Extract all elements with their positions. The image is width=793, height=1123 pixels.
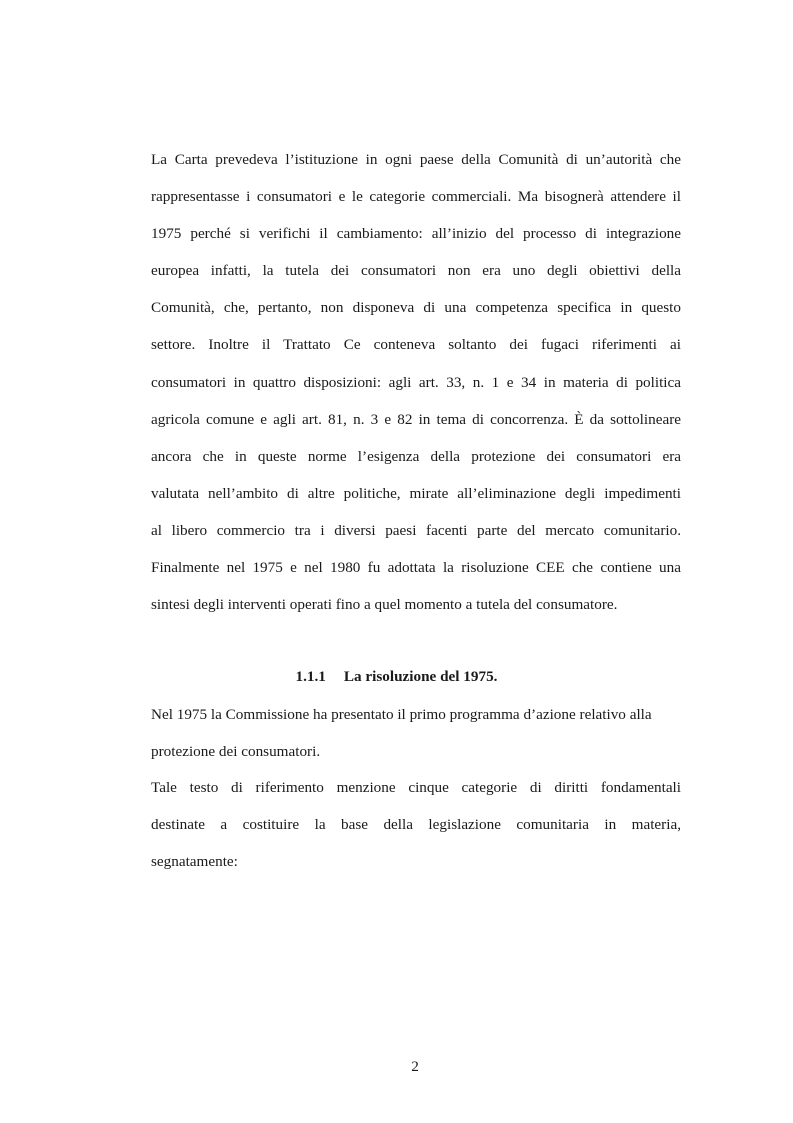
text-line: protezione dei consumatori.: [151, 743, 321, 761]
text-line: al libero commercio tra i diversi paesi facenti parte del mercato comunitario.: [151, 521, 681, 539]
text-line: sintesi degli interventi operati fino a quel momento a tutela del consumatore.: [151, 596, 618, 614]
text-line: La Carta prevedeva l’istituzione in ogni paese della Comunità di un’autorità che: [151, 151, 681, 168]
paragraph-carta: [151, 151, 681, 633]
text-line: agricola comune e agli art. 81, n. 3 e 82 in tema di concorrenza. È da sottolineare: [151, 410, 681, 428]
paragraph-diritti: [151, 779, 681, 890]
text-line: Comunità, che, pertanto, non disponeva di una competenza specifica in questo: [151, 299, 681, 317]
text-line: ancora che in queste norme l’esigenza della protezione dei consumatori era: [151, 447, 681, 465]
text-line: valutata nell’ambito di altre politiche, mirate all’eliminazione degli impedimenti: [151, 484, 681, 502]
text-line: settore. Inoltre il Trattato Ce conteneva soltanto dei fugaci riferimenti ai: [151, 336, 681, 354]
section-number: 1.1.1: [295, 668, 326, 685]
section-heading: [0, 668, 793, 685]
text-line: rappresentasse i consumatori e le categorie commerciali. Ma bisognerà attendere il: [151, 188, 681, 206]
page-number: 2: [411, 1058, 419, 1075]
text-line: 1975 perché si verifichi il cambiamento: all’inizio del processo di integrazione: [151, 225, 681, 243]
text-line: europea infatti, la tutela dei consumatori non era uno degli obiettivi della: [151, 262, 681, 280]
text-line: destinate a costituire la base della legislazione comunitaria in materia,: [151, 816, 681, 834]
text-line: Tale testo di riferimento menzione cinque categorie di diritti fondamentali: [151, 779, 681, 796]
section-title: La risoluzione del 1975.: [343, 668, 498, 685]
text-line: Nel 1975 la Commissione ha presentato il primo programma d’azione relativo alla: [151, 706, 652, 723]
text-line: consumatori in quattro disposizioni: agli art. 33, n. 1 e 34 in materia di politica: [151, 373, 681, 391]
paragraph-commissione: [151, 706, 681, 780]
text-line: segnatamente:: [151, 853, 238, 871]
text-line: Finalmente nel 1975 e nel 1980 fu adottata la risoluzione CEE che contiene una: [151, 559, 681, 577]
